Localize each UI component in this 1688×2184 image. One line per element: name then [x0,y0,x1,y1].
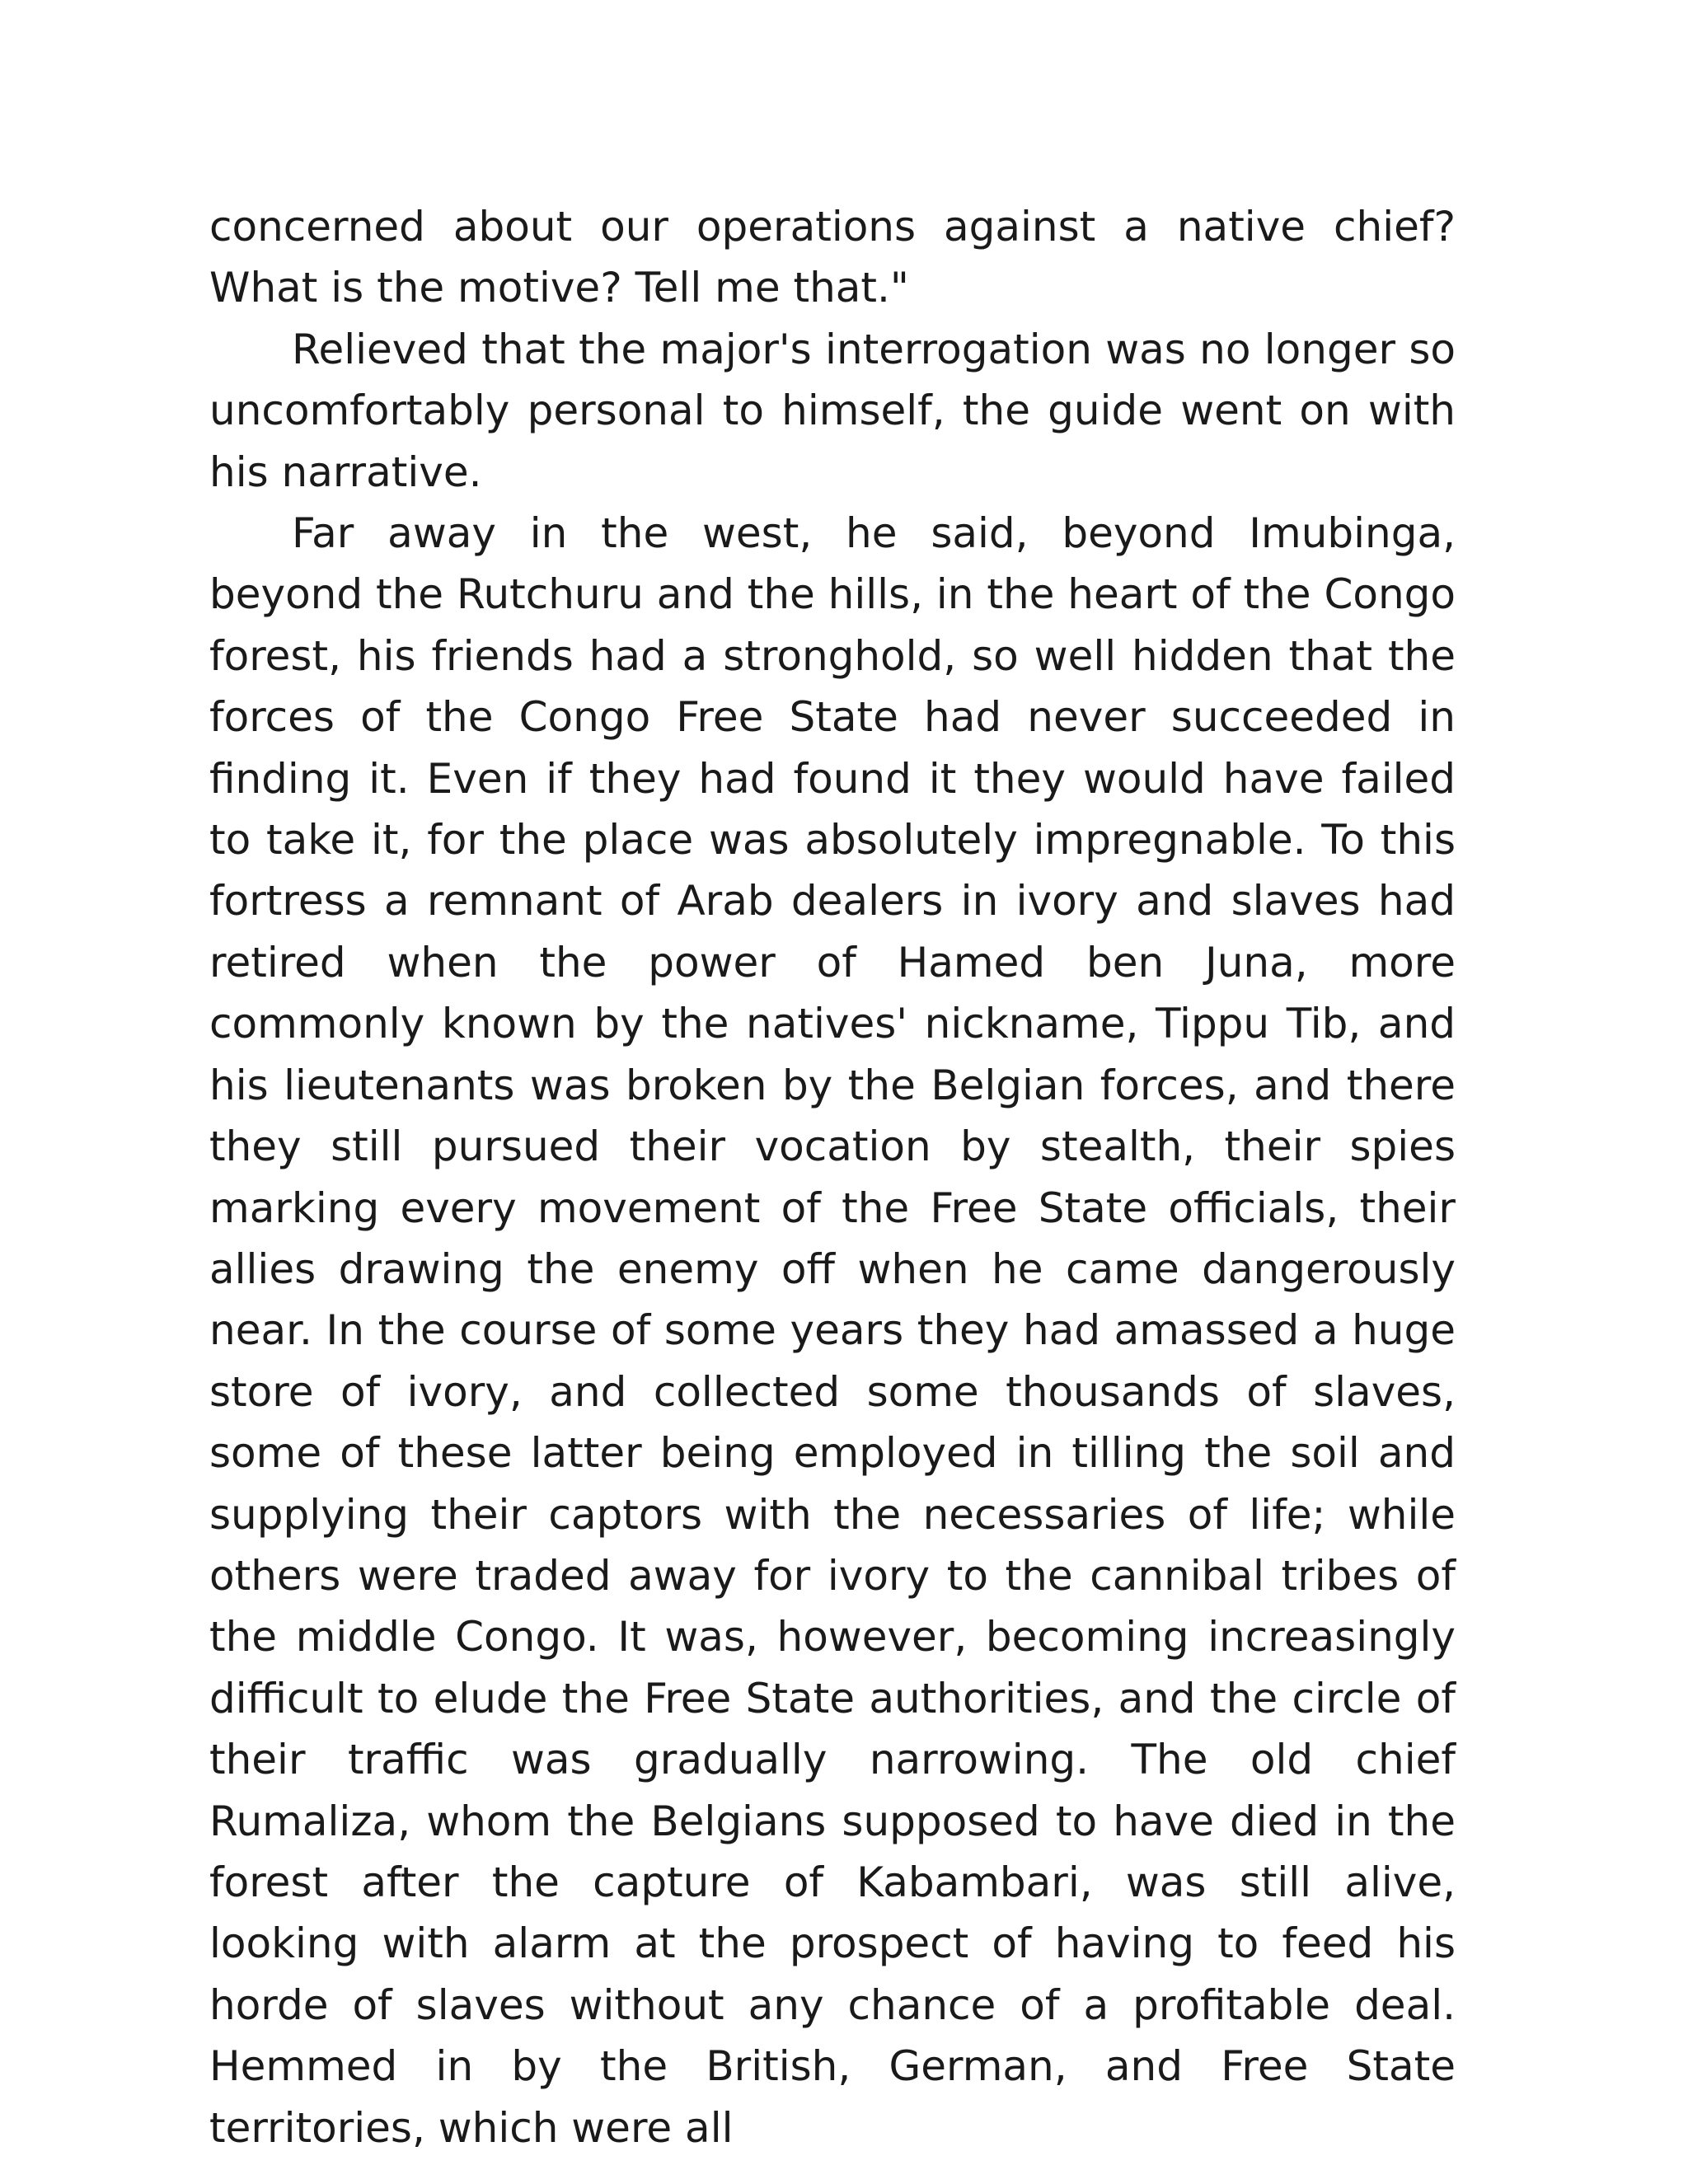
paragraph-far-away: Far away in the west, he said, beyond Imubinga, beyond the Rutchuru and the hills, in the heart of the Congo forest, his friends had a stronghold, so well hidden that the forces of the Congo Free State had never succeeded in finding it. Even if they had found it they would have failed to take it, for the place was absolutely impregnable. To this fortress a remnant of Arab dealers in ivory and slaves had retired when the power of Hamed ben Juna, more commonly known by the natives' nickname, Tippu Tib, and his lieutenants was broken by the Belgian forces, and there they still pursued their vocation by stealth, their spies marking every movement of the Free State officials, their allies drawing the enemy off when he came dangerously near. In the course of some years they had amassed a huge store of ivory, and collected some thousands of slaves, some of these latter being employed in tilling the soil and supplying their captors with the necessaries of life; while others were traded away for ivory to the cannibal tribes of the middle Congo. It was, however, becoming increasingly difficult to elude the Free State authorities, and the circle of their traffic was gradually narrowing. The old chief Rumaliza, whom the Belgians supposed to have died in the forest after the capture of Kabambari, was still alive, looking with alarm at the prospect of having to feed his horde of slaves without any chance of a profitable deal. Hemmed in by the British, German, and Free State territories, which were all [209,509,1456,2152]
page-body [209,196,1456,2158]
paragraph-continuation: concerned about our operations against a native chief? What is the motive? Tell me that." [209,203,1456,312]
paragraph-relieved: Relieved that the major's interrogation was no longer so uncomfortably personal to himself, the guide went on with his narrative. [209,325,1456,496]
